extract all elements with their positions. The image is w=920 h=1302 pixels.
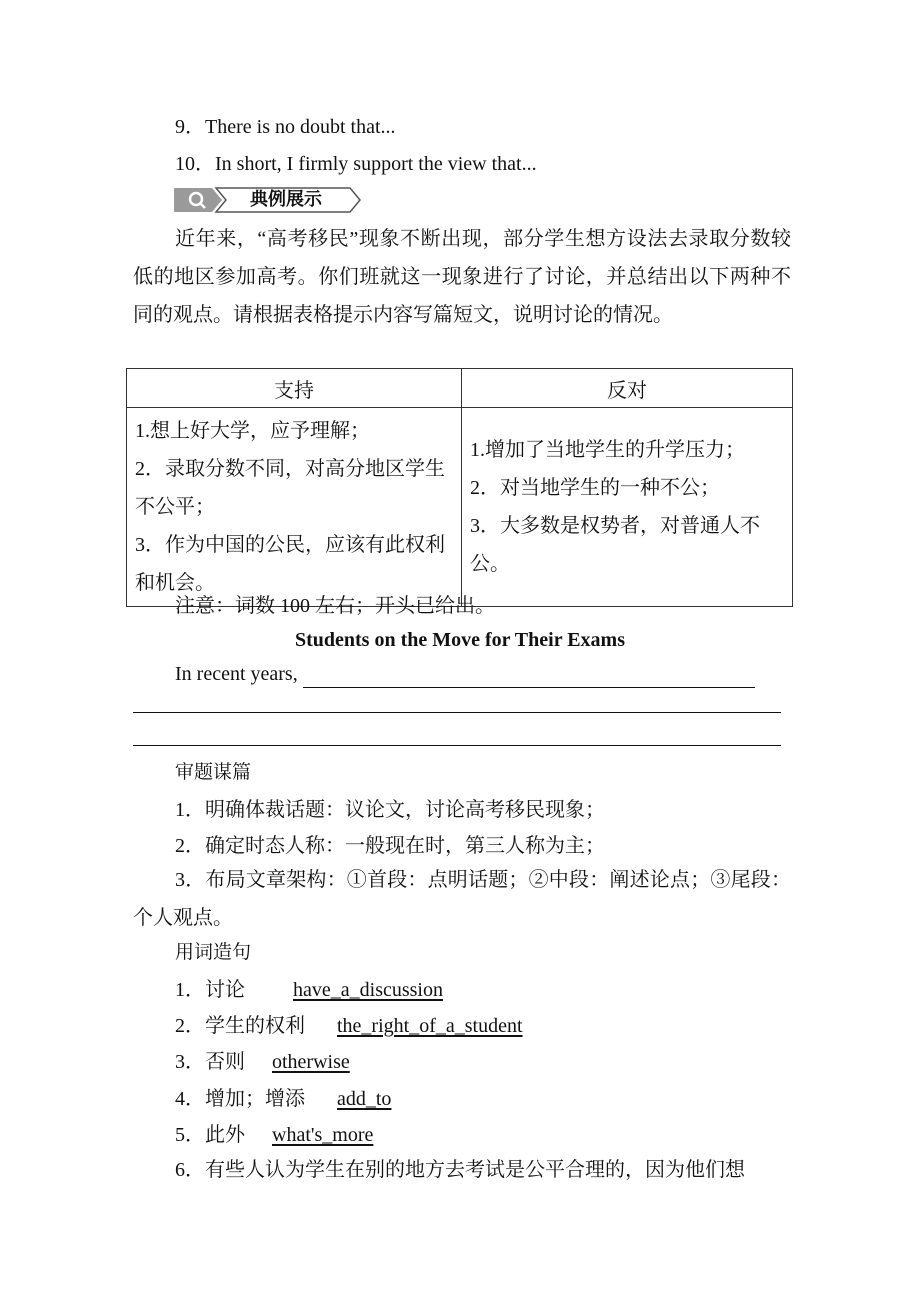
vocab-item: 4．增加；增添 xyxy=(175,1088,305,1110)
vocab-answer: otherwise xyxy=(272,1051,350,1073)
vocab-answer: what's_more xyxy=(272,1124,374,1146)
vocab-heading: 用词造句 xyxy=(175,941,252,963)
prompt-paragraph: 近年来，“高考移民”现象不断出现，部分学生想方设法去录取分数较低的地区参加高考。你们班就这一现象进行了讨论，并总结出以下两种不同的观点。请根据表格提示内容写篇短文，说明讨论的情况。 xyxy=(133,228,791,326)
banner-label: 典例展示 xyxy=(250,189,322,210)
opinions-table xyxy=(126,368,793,607)
analysis-heading: 审题谋篇 xyxy=(175,761,252,783)
phrase-item-9: 9．There is no doubt that... xyxy=(175,116,396,138)
answer-blank[interactable] xyxy=(303,665,755,688)
analysis-item: 2．确定时态人称：一般现在时，第三人称为主； xyxy=(175,835,605,857)
oppose-point: 2．对当地学生的一种不公； xyxy=(470,477,720,499)
oppose-point: 1.增加了当地学生的升学压力； xyxy=(470,439,745,461)
essay-title: Students on the Move for Their Exams xyxy=(294,629,626,651)
support-point: 3．作为中国的公民，应该有此权利和机会。 xyxy=(135,534,445,594)
section-banner xyxy=(172,186,362,214)
vocab-sentence: 6．有些人认为学生在别的地方去考试是公平合理的，因为他们想 xyxy=(175,1159,745,1181)
vocab-item: 2．学生的权利 xyxy=(175,1015,305,1037)
vocab-answer: the_right_of_a_student xyxy=(337,1015,523,1037)
vocab-item: 3．否则 xyxy=(175,1051,245,1073)
table-header-oppose: 反对 xyxy=(462,369,793,408)
phrase-item-10: 10．In short, I firmly support the view that... xyxy=(175,153,537,175)
analysis-item: 1．明确体裁话题：议论文，讨论高考移民现象； xyxy=(175,799,605,821)
word-count-note: 注意：词数 100 左右；开头已给出。 xyxy=(175,595,495,617)
support-point: 2．录取分数不同，对高分地区学生不公平； xyxy=(135,458,445,518)
answer-line[interactable] xyxy=(133,712,781,713)
analysis-item: 3．布局文章架构：①首段：点明话题；②中段：阐述论点；③尾段：个人观点。 xyxy=(133,869,791,929)
support-cell xyxy=(127,408,462,607)
essay-opening-text: In recent years, xyxy=(175,663,298,685)
answer-line[interactable] xyxy=(133,745,781,746)
table-header-support: 支持 xyxy=(127,369,462,408)
oppose-point: 3．大多数是权势者，对普通人不公。 xyxy=(470,515,760,575)
vocab-answer: add_to xyxy=(337,1088,392,1110)
support-point: 1.想上好大学，应予理解； xyxy=(135,420,370,442)
vocab-item: 5．此外 xyxy=(175,1124,245,1146)
oppose-cell xyxy=(462,408,793,607)
essay-opening xyxy=(175,660,755,688)
vocab-item: 1．讨论 xyxy=(175,979,245,1001)
vocab-answer: have_a_discussion xyxy=(293,979,443,1001)
